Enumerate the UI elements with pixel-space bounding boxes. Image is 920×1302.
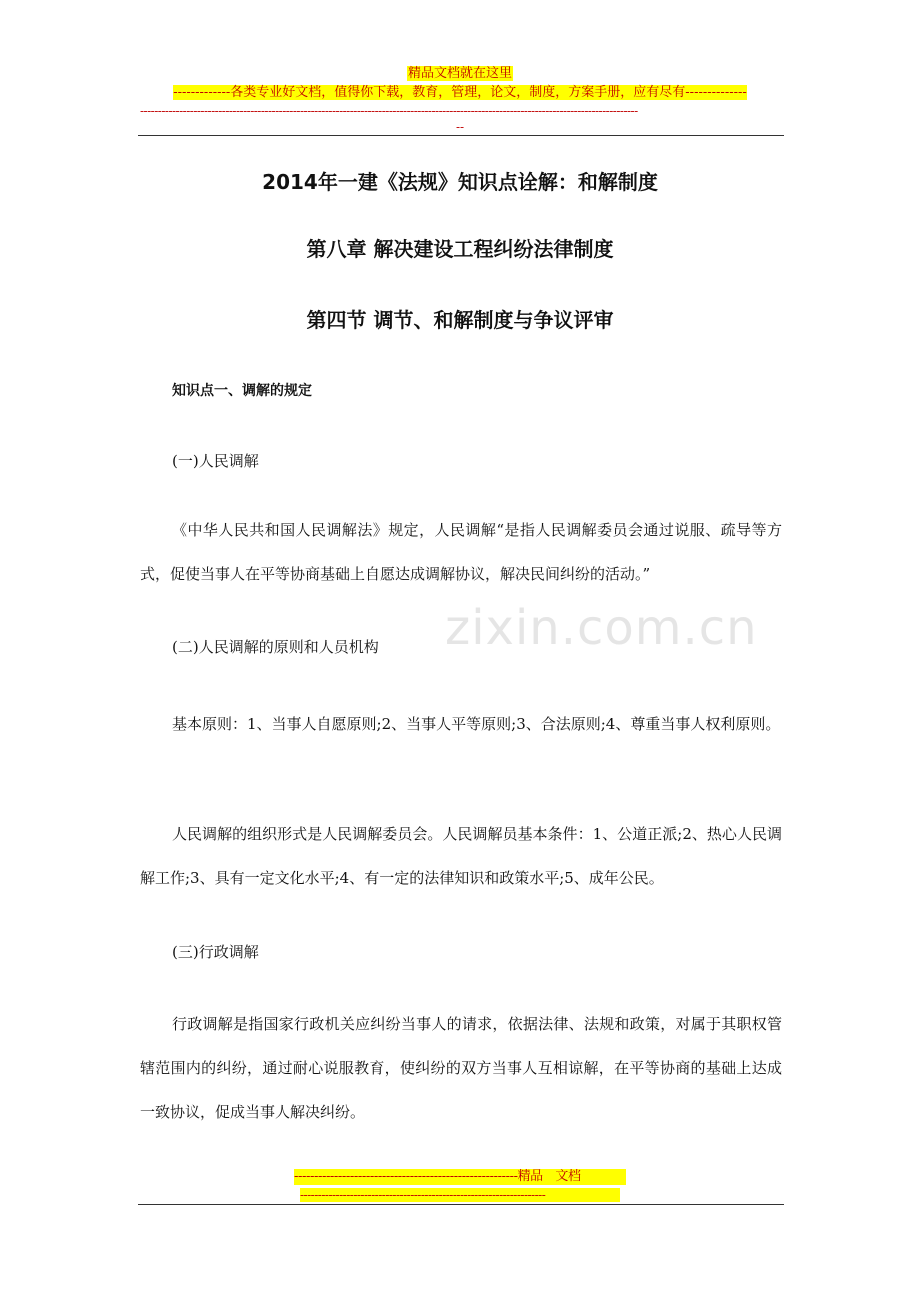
paragraph-basic-principles: 基本原则：1、当事人自愿原则;2、当事人平等原则;3、合法原则;4、尊重当事人权利原则。 <box>172 715 781 733</box>
footer-label: --------------------------------------------------------精品 文档 <box>294 1169 626 1185</box>
subheading-administrative-mediation: (三)行政调解 <box>172 943 259 961</box>
header-top-label <box>0 66 920 82</box>
subheading-principles: (二)人民调解的原则和人员机构 <box>172 638 379 656</box>
knowledge-point-heading: 知识点一、调解的规定 <box>172 383 312 399</box>
chapter-title: 第八章 解决建设工程纠纷法律制度 <box>306 237 614 261</box>
subheading-people-mediation: (一)人民调解 <box>172 452 259 470</box>
header-rule <box>138 135 784 136</box>
header-dash-tail: -- <box>455 120 465 134</box>
document-title: 2014年一建《法规》知识点诠解：和解制度 <box>262 170 658 194</box>
section-title: 第四节 调节、和解制度与争议评审 <box>306 308 614 332</box>
footer-dash-line: --------------------------------------------------------------------- <box>300 1188 620 1202</box>
header-dash-line: -------------------------------------------------------------------------------------------------------------------------------------------- <box>140 104 638 118</box>
header-top-label-text: 精品文档就在这里 <box>407 66 512 81</box>
paragraph-organization: 人民调解的组织形式是人民调解委员会。人民调解员基本条件：1、公道正派;2、热心人民调解工作;3、具有一定文化水平;4、有一定的法律知识和政策水平;5、成年公民。 <box>140 825 782 887</box>
footer-rule <box>138 1204 784 1205</box>
watermark: zixin.com.cn <box>445 600 758 656</box>
header-promo-text: -------------各类专业好文档，值得你下载，教育，管理，论文，制度，方案手册，应有尽有-------------- <box>173 85 747 100</box>
paragraph-mediation-law: 《中华人民共和国人民调解法》规定，人民调解“是指人民调解委员会通过说服、疏导等方式，促使当事人在平等协商基础上自愿达成调解协议，解决民间纠纷的活动。” <box>140 521 782 583</box>
paragraph-administrative-mediation: 行政调解是指国家行政机关应纠纷当事人的请求，依据法律、法规和政策，对属于其职权管辖范围内的纠纷，通过耐心说服教育，使纠纷的双方当事人互相谅解，在平等协商的基础上达成一致协议，促成当事人解决纠纷。 <box>140 1015 782 1121</box>
header-promo <box>0 85 920 101</box>
